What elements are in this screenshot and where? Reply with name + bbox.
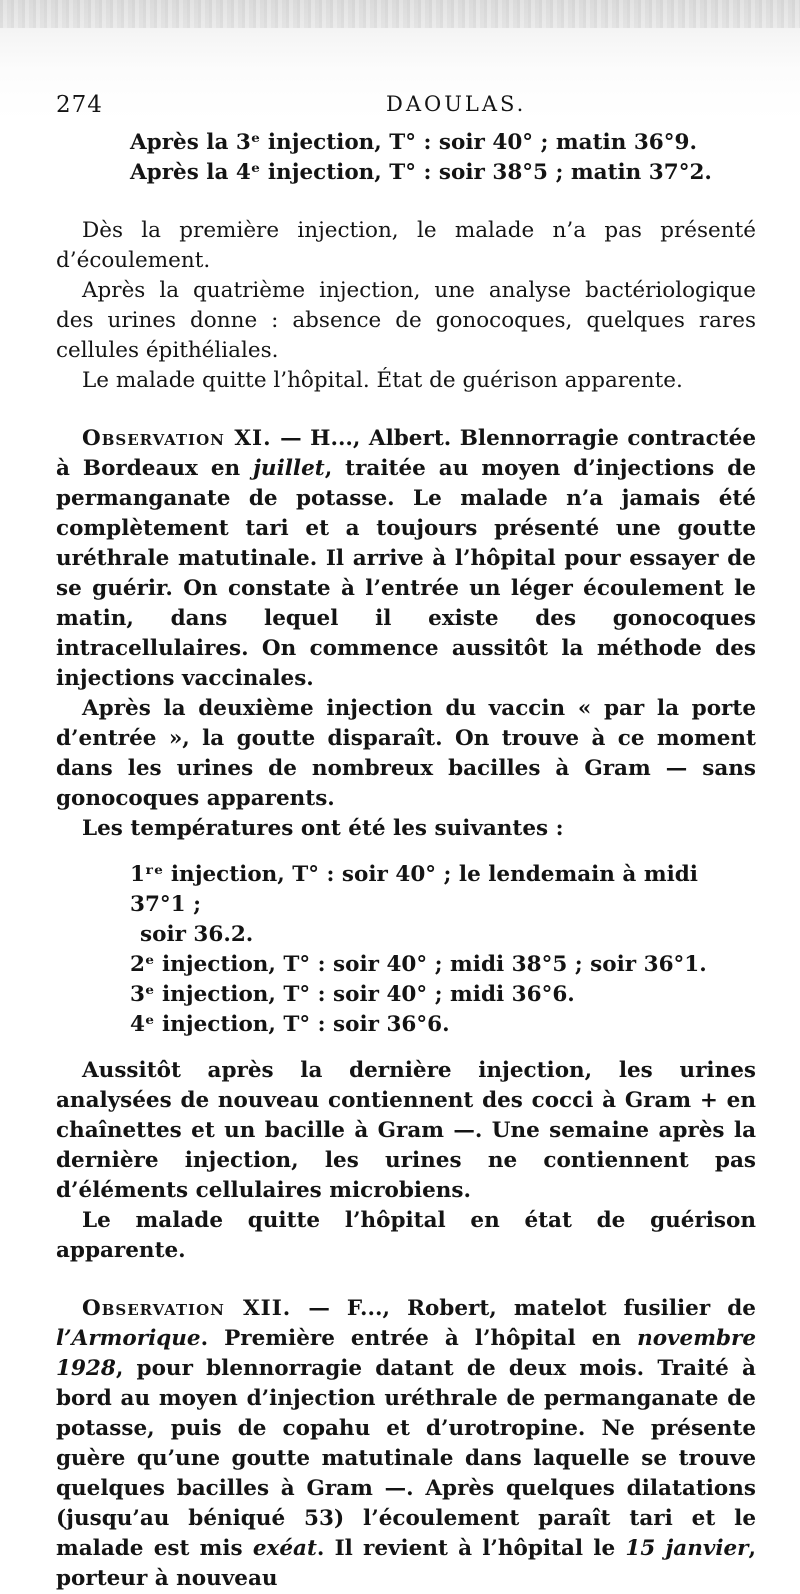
temperature-line: 2ᵉ injection, T° : soir 40° ; midi 38°5 ; soir 36°1. [130, 952, 707, 977]
temperature-line: 1ʳᵉ injection, T° : soir 40° ; le lendemain à midi 37°1 ; [130, 862, 698, 917]
temperature-line: soir 36.2. [140, 922, 254, 947]
spacer [56, 1040, 756, 1056]
temperature-line: Après la 3ᵉ injection, T° : soir 40° ; matin 36°9. [130, 130, 697, 155]
observation-12-paragraph [56, 1294, 756, 1594]
text-run: . Il revient à l’hôpital le [316, 1536, 626, 1561]
text-run: . Première entrée à l’hôpital en [200, 1326, 638, 1351]
observation-label: Observation XI. [82, 426, 272, 451]
spacer [56, 844, 756, 860]
text-run: , porteur à nouveau [56, 1536, 756, 1591]
text-run: Blennorragie contractée à Bordeaux en [56, 426, 756, 481]
page-number: 274 [56, 92, 103, 118]
italic-ship-name: l’Armorique [56, 1326, 201, 1351]
paragraph: Les températures ont été les suivantes : [82, 816, 564, 841]
scan-edge-artifact [0, 0, 800, 28]
text-run: , traitée au moyen d’injections de permanganate de potasse. Le malade n’a jamais été complètement tari et a toujours présenté une goutte uréthrale matutinale. Il arrive à l’hôpital pour essayer de se guérir. On constate à l’entrée un léger écoulement le matin, dans lequel il existe des gonocoques intracellulaires. On commence aussitôt la méthode des injections vaccinales. [56, 456, 756, 691]
temperature-line: Après la 4ᵉ injection, T° : soir 38°5 ; matin 37°2. [130, 160, 712, 185]
paragraph: Le malade quitte l’hôpital. État de guérison apparente. [82, 368, 683, 393]
text-run: , pour blennorragie datant de deux mois. Traité à bord au moyen d’injection uréthrale de permanganate de potasse, puis de copahu et d’urotropine. Ne présente guère qu’une goutte matutinale dans laquelle se trouve quelques bacilles à Gram —. Après quelques dilatations (jusqu’au béniqué 53) l’écoulement paraît tari et le malade est mis [56, 1356, 756, 1561]
paragraph: Dès la première injection, le malade n’a pas présenté d’écoulement. [56, 218, 756, 273]
italic-month: juillet [253, 456, 325, 481]
italic-date: novembre 1928 [56, 1326, 756, 1381]
italic-date: 15 janvier [625, 1536, 749, 1561]
paragraph: Après la quatrième injection, une analyse bactériologique des urines donne : absence de gonocoques, quelques rares cellules épithéliales. [56, 278, 756, 363]
patient-name: — F..., Robert, matelot fusilier de [291, 1296, 756, 1321]
spacer [56, 1266, 756, 1294]
observation-11-paragraph [56, 424, 756, 694]
running-title: DAOULAS. [386, 92, 527, 116]
paragraph: Le malade quitte l’hôpital en état de guérison apparente. [56, 1208, 756, 1263]
spacer [56, 396, 756, 424]
patient-name: — H..., Albert. [271, 426, 452, 451]
spacer [56, 188, 756, 216]
page-header [56, 92, 756, 126]
paragraph: Aussitôt après la dernière injection, les urines analysées de nouveau contiennent des cocci à Gram + en chaînettes et un bacille à Gram —. Une semaine après la dernière injection, les urines ne contiennent pas d’éléments cellulaires microbiens. [56, 1058, 756, 1203]
page-body [56, 128, 756, 1594]
temperature-line: 4ᵉ injection, T° : soir 36°6. [130, 1012, 450, 1037]
temperature-line: 3ᵉ injection, T° : soir 40° ; midi 36°6. [130, 982, 575, 1007]
observation-label: Observation XII. [82, 1296, 292, 1321]
paragraph: Après la deuxième injection du vaccin « par la porte d’entrée », la goutte disparaît. On trouve à ce moment dans les urines de nombreux bacilles à Gram — sans gonocoques apparents. [56, 696, 756, 811]
italic-word: exéat [252, 1536, 317, 1561]
